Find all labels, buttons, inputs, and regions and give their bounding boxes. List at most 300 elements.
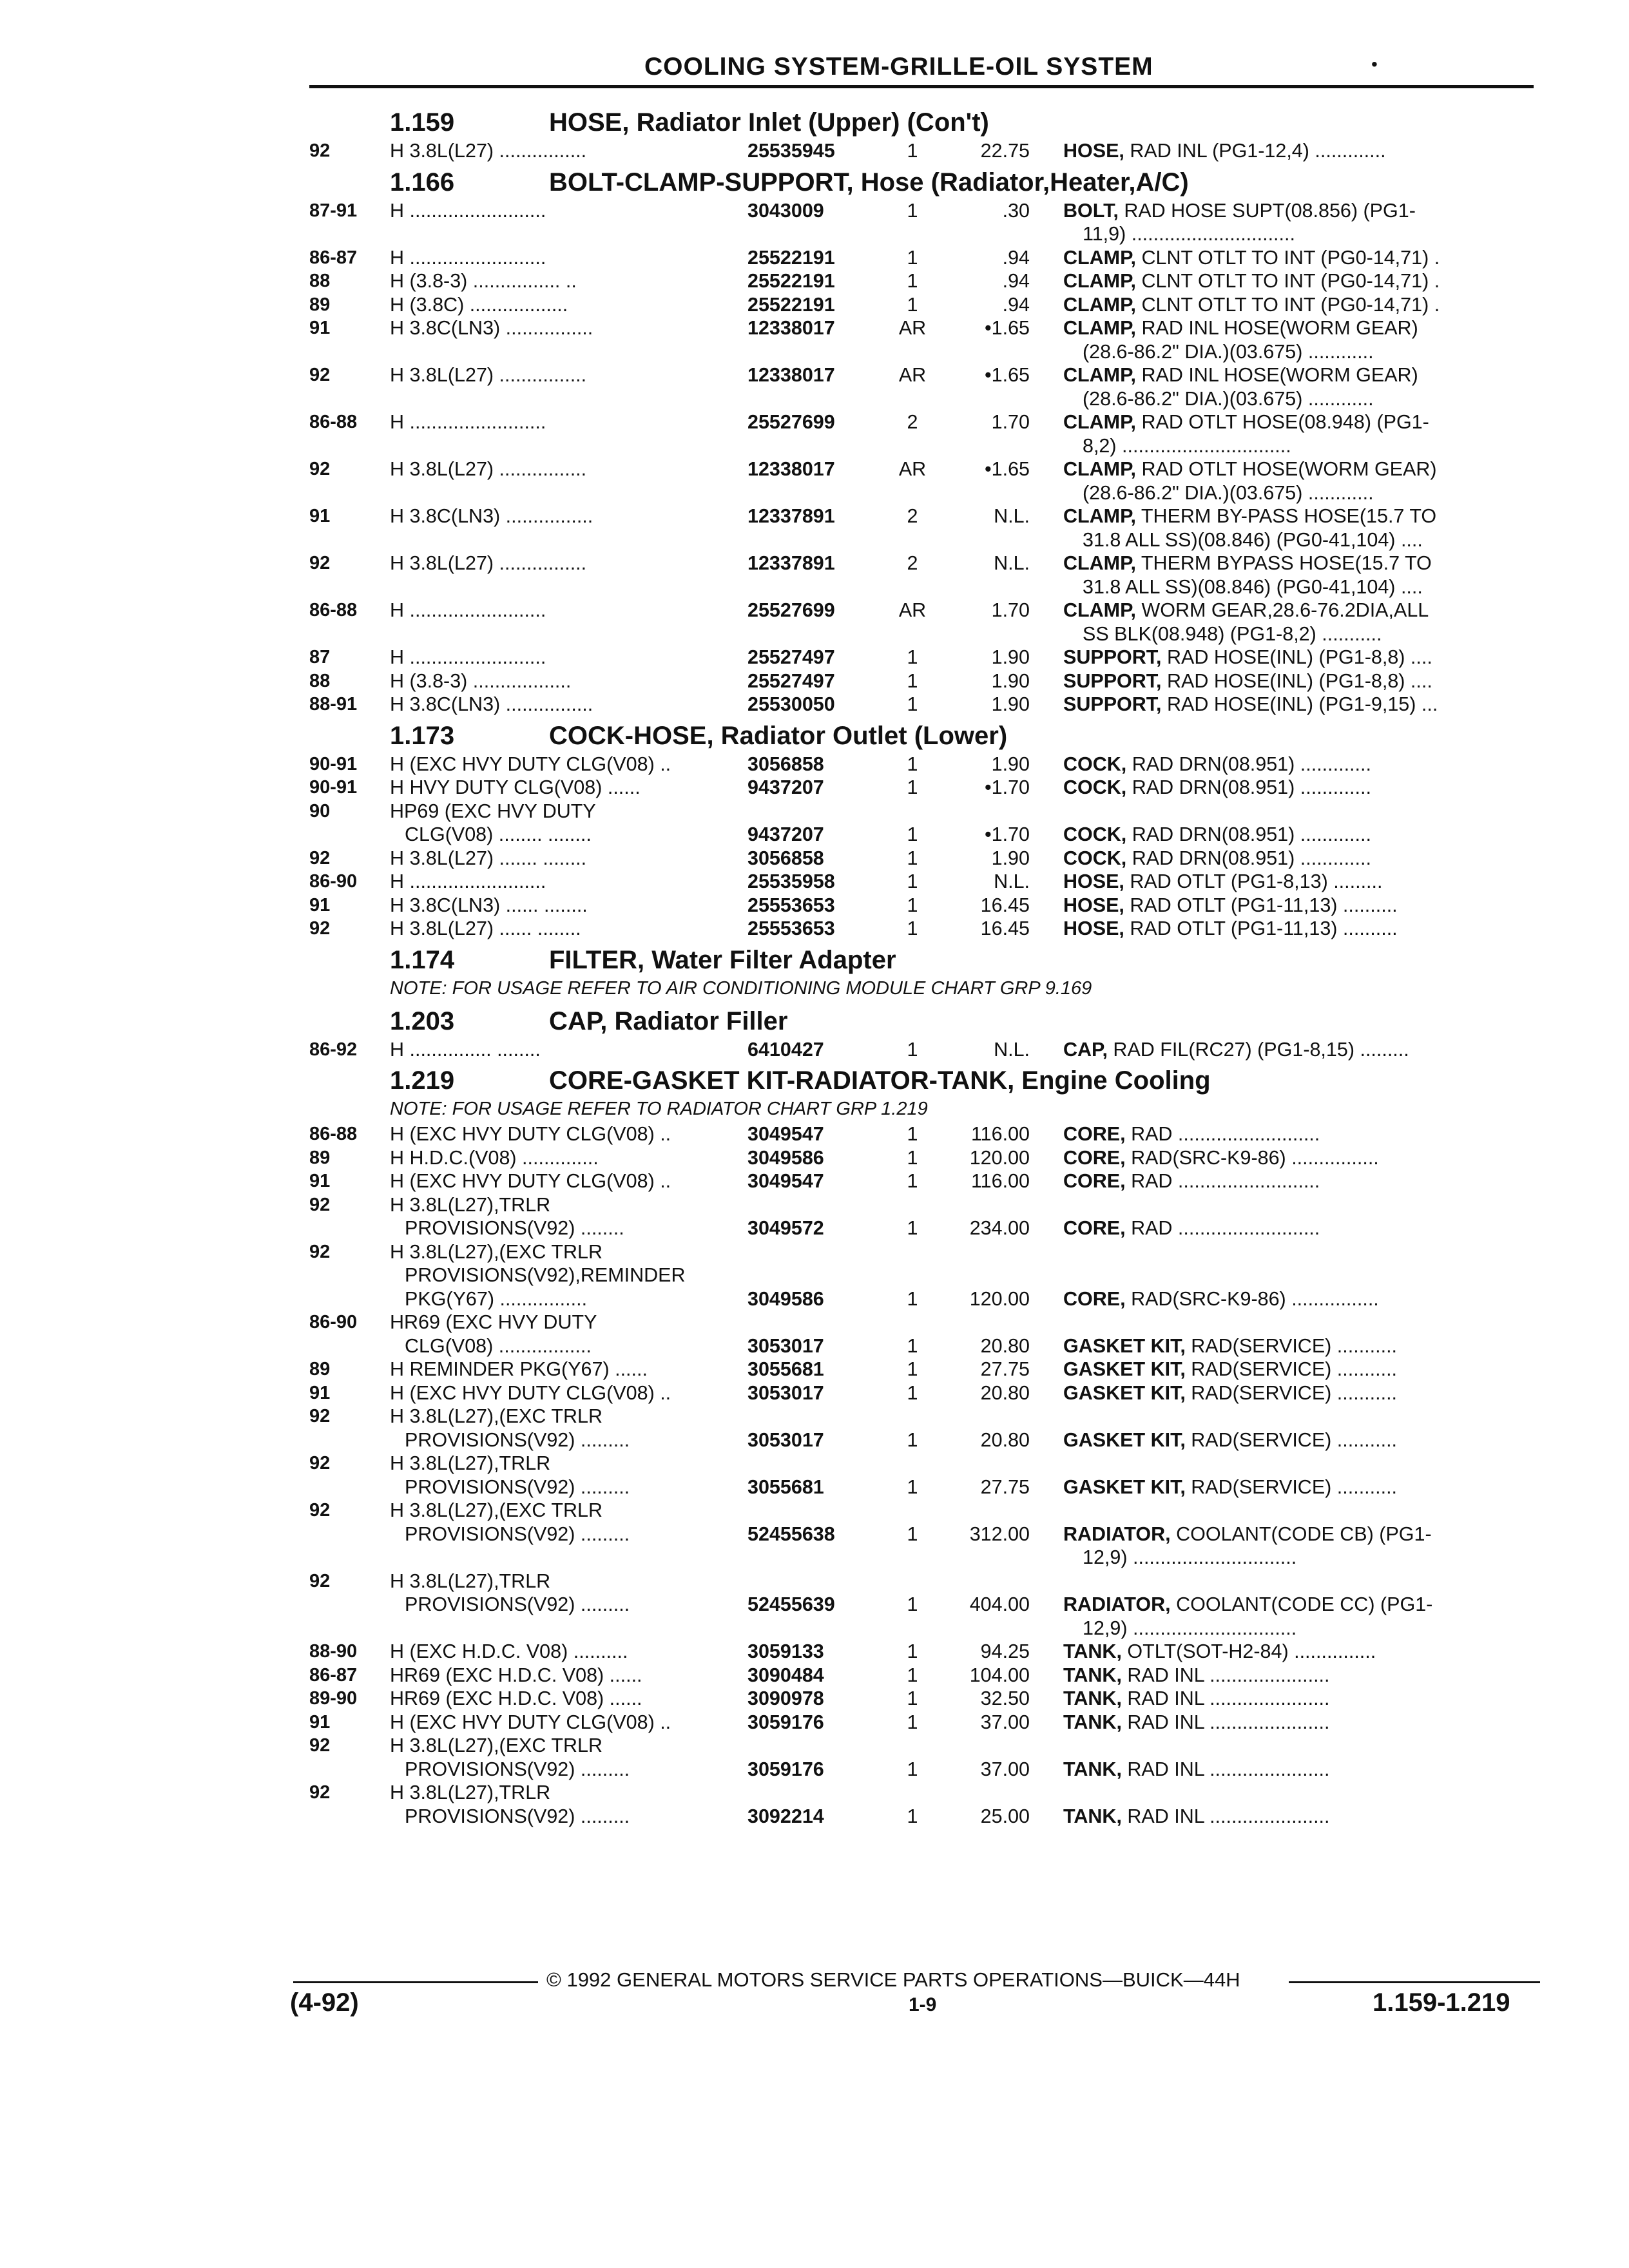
quantity: 1 bbox=[907, 1038, 918, 1061]
description-continuation: SS BLK(08.948) (PG1-8,2) ........... bbox=[1083, 622, 1382, 645]
description-continuation: (28.6-86.2" DIA.)(03.675) ............ bbox=[1083, 387, 1374, 410]
model-application: PROVISIONS(V92),REMINDER bbox=[405, 1264, 686, 1286]
part-detail: OTLT(SOT-H2-84) ............... bbox=[1121, 1640, 1376, 1662]
part-row bbox=[303, 1311, 1547, 1334]
part-detail: RAD OTLT (PG1-11,13) .......... bbox=[1124, 918, 1398, 939]
part-name: TANK, bbox=[1063, 1640, 1122, 1662]
part-row bbox=[303, 1711, 1547, 1735]
list-price: 32.50 bbox=[980, 1687, 1030, 1709]
model-year: 92 bbox=[309, 1735, 331, 1756]
part-detail: RAD DRN(08.951) ............. bbox=[1126, 776, 1371, 798]
part-detail: COOLANT(CODE CC) (PG1- bbox=[1170, 1593, 1433, 1615]
quantity: 1 bbox=[907, 870, 918, 892]
part-detail: RAD INL ...................... bbox=[1121, 1664, 1330, 1686]
usage-note-text: NOTE: FOR USAGE REFER TO AIR CONDITIONING MODULE CHART GRP 9.169 bbox=[390, 977, 1092, 999]
part-description bbox=[1063, 599, 1429, 622]
model-application: H 3.8L(L27),TRLR bbox=[390, 1193, 551, 1216]
quantity: 1 bbox=[907, 1758, 918, 1780]
part-name: CORE, bbox=[1063, 1170, 1126, 1192]
model-year: 88-91 bbox=[309, 694, 358, 715]
quantity: 1 bbox=[907, 1287, 918, 1310]
description-continuation: (28.6-86.2" DIA.)(03.675) ............ bbox=[1083, 340, 1374, 363]
part-name: TANK, bbox=[1063, 1711, 1122, 1733]
part-row bbox=[303, 199, 1547, 223]
part-detail: CLNT OTLT TO INT (PG0-14,71) . bbox=[1135, 270, 1440, 292]
quantity: 1 bbox=[907, 1475, 918, 1498]
part-description bbox=[1063, 753, 1371, 776]
part-row bbox=[303, 410, 1547, 434]
part-row bbox=[303, 1381, 1547, 1405]
part-detail: RAD INL ...................... bbox=[1121, 1758, 1330, 1780]
section-number: 1.219 bbox=[390, 1066, 455, 1095]
part-row-continuation bbox=[303, 481, 1547, 505]
quantity: 1 bbox=[907, 823, 918, 845]
part-name: CLAMP, bbox=[1063, 317, 1136, 339]
list-price: .94 bbox=[1002, 293, 1030, 316]
part-number: 12338017 bbox=[747, 317, 835, 339]
model-year: 90-91 bbox=[309, 777, 358, 798]
part-description bbox=[1063, 646, 1432, 669]
model-application: H ......................... bbox=[390, 870, 546, 892]
part-name: CORE, bbox=[1063, 1123, 1126, 1145]
part-number: 3092214 bbox=[747, 1805, 824, 1827]
quantity: 1 bbox=[907, 1217, 918, 1239]
list-price: •1.65 bbox=[984, 364, 1030, 386]
part-number: 12338017 bbox=[747, 458, 835, 480]
part-number: 9437207 bbox=[747, 823, 824, 845]
part-description bbox=[1063, 293, 1440, 316]
part-number: 3055681 bbox=[747, 1475, 824, 1498]
model-application: H 3.8C(LN3) ................ bbox=[390, 693, 593, 715]
part-number: 3053017 bbox=[747, 1381, 824, 1404]
model-year: 86-88 bbox=[309, 412, 358, 432]
part-row bbox=[303, 316, 1547, 340]
part-name: CLAMP, bbox=[1063, 505, 1136, 527]
quantity: 1 bbox=[907, 847, 918, 869]
part-description bbox=[1063, 894, 1398, 917]
model-year: 88 bbox=[309, 670, 331, 691]
part-row bbox=[303, 505, 1547, 528]
part-row bbox=[303, 1452, 1547, 1475]
model-year: 92 bbox=[309, 1570, 331, 1591]
part-description bbox=[1063, 1640, 1376, 1663]
part-detail: RAD OTLT (PG1-8,13) ......... bbox=[1124, 870, 1383, 892]
quantity: 1 bbox=[907, 1593, 918, 1615]
quantity: 2 bbox=[907, 411, 918, 433]
part-name: RADIATOR, bbox=[1063, 1523, 1171, 1545]
model-application: PROVISIONS(V92) ......... bbox=[405, 1523, 630, 1545]
part-row bbox=[303, 552, 1547, 575]
list-price: 16.45 bbox=[980, 918, 1030, 939]
quantity: 1 bbox=[907, 1123, 918, 1145]
usage-note bbox=[303, 1097, 1547, 1122]
part-row bbox=[303, 1216, 1547, 1240]
quantity: 1 bbox=[907, 753, 918, 775]
part-row bbox=[303, 753, 1547, 776]
description-continuation: 12,9) .............................. bbox=[1083, 1617, 1297, 1639]
part-description bbox=[1063, 316, 1418, 340]
part-number: 3049586 bbox=[747, 1146, 824, 1169]
part-description bbox=[1063, 1805, 1330, 1828]
part-detail: RAD(SERVICE) ........... bbox=[1185, 1475, 1398, 1498]
part-detail: RAD HOSE(INL) (PG1-9,15) ... bbox=[1161, 693, 1438, 715]
quantity: 1 bbox=[907, 1358, 918, 1380]
part-row bbox=[303, 1334, 1547, 1358]
footer-group-range: 1.159-1.219 bbox=[1373, 1988, 1510, 2017]
part-row bbox=[303, 269, 1547, 293]
list-price: 1.70 bbox=[991, 411, 1030, 433]
section-number: 1.173 bbox=[390, 721, 455, 750]
list-price: 27.75 bbox=[980, 1475, 1030, 1498]
model-application: H ......................... bbox=[390, 599, 546, 621]
part-detail: CLNT OTLT TO INT (PG0-14,71) . bbox=[1135, 246, 1440, 269]
list-price: .94 bbox=[1002, 270, 1030, 292]
list-price: 20.80 bbox=[980, 1428, 1030, 1451]
description-continuation: (28.6-86.2" DIA.)(03.675) ............ bbox=[1083, 481, 1374, 504]
quantity: 1 bbox=[907, 1334, 918, 1357]
part-row bbox=[303, 1664, 1547, 1687]
part-description bbox=[1063, 1169, 1320, 1193]
part-detail: RAD DRN(08.951) ............. bbox=[1126, 847, 1371, 869]
part-name: GASKET KIT, bbox=[1063, 1475, 1186, 1498]
part-row bbox=[303, 847, 1547, 870]
model-year: 89 bbox=[309, 1147, 331, 1168]
model-year: 91 bbox=[309, 894, 331, 916]
header-mark: • bbox=[1371, 54, 1378, 74]
description-continuation: 8,2) ............................... bbox=[1083, 434, 1291, 457]
part-detail: RAD INL ...................... bbox=[1121, 1687, 1330, 1709]
model-application: H ......................... bbox=[390, 246, 546, 269]
part-row bbox=[303, 1287, 1547, 1311]
part-description bbox=[1063, 776, 1371, 799]
part-number: 3056858 bbox=[747, 753, 824, 775]
part-row bbox=[303, 1805, 1547, 1829]
part-row bbox=[303, 599, 1547, 622]
part-number: 52455639 bbox=[747, 1593, 835, 1615]
part-name: CLAMP, bbox=[1063, 599, 1136, 621]
part-detail: RAD(SERVICE) ........... bbox=[1185, 1334, 1398, 1357]
footer-copyright: © 1992 GENERAL MOTORS SERVICE PARTS OPERATIONS—BUICK—44H bbox=[546, 1968, 1240, 1991]
part-detail: RAD HOSE(INL) (PG1-8,8) .... bbox=[1161, 646, 1432, 668]
model-application: H 3.8L(L27),(EXC TRLR bbox=[390, 1240, 602, 1263]
model-application: H 3.8C(LN3) ................ bbox=[390, 505, 593, 527]
part-row bbox=[303, 1405, 1547, 1428]
model-year: 91 bbox=[309, 1171, 331, 1191]
part-name: SUPPORT, bbox=[1063, 646, 1162, 668]
model-year: 92 bbox=[309, 918, 331, 939]
list-price: 37.00 bbox=[980, 1758, 1030, 1780]
model-year: 90-91 bbox=[309, 753, 358, 774]
model-application: PROVISIONS(V92) ......... bbox=[405, 1428, 630, 1451]
part-row bbox=[303, 1687, 1547, 1711]
model-year: 86-90 bbox=[309, 1312, 358, 1332]
part-name: TANK, bbox=[1063, 1664, 1122, 1686]
quantity: 1 bbox=[907, 1428, 918, 1451]
part-description bbox=[1063, 139, 1386, 162]
part-description bbox=[1063, 1287, 1379, 1311]
model-year: 88-90 bbox=[309, 1641, 358, 1662]
part-row bbox=[303, 800, 1547, 823]
list-price: 22.75 bbox=[980, 140, 1030, 162]
quantity: 1 bbox=[907, 1381, 918, 1404]
model-application: HR69 (EXC HVY DUTY bbox=[390, 1311, 597, 1333]
part-name: GASKET KIT, bbox=[1063, 1358, 1186, 1380]
model-year: 86-92 bbox=[309, 1039, 358, 1060]
part-description bbox=[1063, 269, 1440, 293]
list-price: 94.25 bbox=[980, 1640, 1030, 1662]
part-detail: RAD INL HOSE(WORM GEAR) bbox=[1135, 317, 1418, 339]
part-detail: THERM BY-PASS HOSE(15.7 TO bbox=[1135, 505, 1437, 527]
model-year: 90 bbox=[309, 800, 331, 822]
model-year: 89 bbox=[309, 294, 331, 315]
model-application: H REMINDER PKG(Y67) ...... bbox=[390, 1358, 648, 1380]
part-description bbox=[1063, 1146, 1379, 1169]
part-number: 6410427 bbox=[747, 1038, 824, 1061]
part-name: COCK, bbox=[1063, 847, 1127, 869]
model-application: H (EXC HVY DUTY CLG(V08) .. bbox=[390, 753, 671, 775]
description-continuation: 12,9) .............................. bbox=[1083, 1546, 1297, 1568]
part-row bbox=[303, 1570, 1547, 1593]
model-application: H 3.8L(L27),TRLR bbox=[390, 1452, 551, 1474]
model-application: H 3.8L(L27),TRLR bbox=[390, 1570, 551, 1592]
model-year: 88 bbox=[309, 271, 331, 291]
model-year: 91 bbox=[309, 506, 331, 526]
usage-note-text: NOTE: FOR USAGE REFER TO RADIATOR CHART GRP 1.219 bbox=[390, 1099, 928, 1119]
model-application: HR69 (EXC H.D.C. V08) ...... bbox=[390, 1664, 642, 1686]
part-detail: RAD .......................... bbox=[1125, 1170, 1320, 1192]
parts-listing bbox=[303, 103, 1547, 1828]
part-number: 3090484 bbox=[747, 1664, 824, 1686]
quantity: 1 bbox=[907, 1664, 918, 1686]
part-row bbox=[303, 669, 1547, 693]
part-number: 25553653 bbox=[747, 918, 835, 939]
part-number: 25553653 bbox=[747, 894, 835, 916]
quantity: 1 bbox=[907, 918, 918, 939]
list-price: .30 bbox=[1002, 199, 1030, 222]
model-application: H (EXC HVY DUTY CLG(V08) .. bbox=[390, 1381, 671, 1404]
part-description bbox=[1063, 457, 1437, 481]
part-description bbox=[1063, 1758, 1330, 1781]
section-heading bbox=[303, 163, 1547, 199]
quantity: AR bbox=[898, 458, 927, 480]
part-detail: RAD(SERVICE) ........... bbox=[1185, 1358, 1398, 1380]
part-name: COCK, bbox=[1063, 776, 1127, 798]
model-year: 92 bbox=[309, 1194, 331, 1215]
part-name: HOSE, bbox=[1063, 894, 1124, 916]
model-application: H (EXC HVY DUTY CLG(V08) .. bbox=[390, 1170, 671, 1192]
part-number: 25527497 bbox=[747, 669, 835, 692]
section-title: COCK-HOSE, Radiator Outlet (Lower) bbox=[549, 721, 1008, 750]
part-row bbox=[303, 457, 1547, 481]
quantity: 1 bbox=[907, 1170, 918, 1192]
model-application: H (3.8C) .................. bbox=[390, 293, 568, 316]
model-year: 89 bbox=[309, 1359, 331, 1379]
part-description bbox=[1063, 1428, 1397, 1452]
quantity: 1 bbox=[907, 669, 918, 692]
part-number: 25527497 bbox=[747, 646, 835, 668]
part-name: CLAMP, bbox=[1063, 364, 1136, 386]
part-row bbox=[303, 1593, 1547, 1617]
model-year: 91 bbox=[309, 1711, 331, 1733]
part-name: CORE, bbox=[1063, 1217, 1126, 1239]
model-application: H (EXC HVY DUTY CLG(V08) .. bbox=[390, 1711, 671, 1733]
list-price: 25.00 bbox=[980, 1805, 1030, 1827]
model-application: H 3.8L(L27) ................ bbox=[390, 364, 587, 386]
footer-rule-right bbox=[1289, 1981, 1540, 1983]
part-number: 52455638 bbox=[747, 1523, 835, 1545]
part-number: 3059133 bbox=[747, 1640, 824, 1662]
part-row bbox=[303, 1193, 1547, 1217]
part-description bbox=[1063, 1711, 1330, 1734]
part-number: 3059176 bbox=[747, 1711, 824, 1733]
quantity: 1 bbox=[907, 1146, 918, 1169]
model-year: 92 bbox=[309, 847, 331, 869]
model-application: PROVISIONS(V92) ......... bbox=[405, 1805, 630, 1827]
part-description bbox=[1063, 1475, 1397, 1499]
model-application: H 3.8L(L27) ................ bbox=[390, 140, 587, 162]
part-description bbox=[1063, 917, 1398, 940]
model-year: 86-90 bbox=[309, 871, 358, 892]
part-description bbox=[1063, 1334, 1397, 1358]
part-description bbox=[1063, 363, 1418, 387]
part-number: 25522191 bbox=[747, 270, 835, 292]
model-year: 92 bbox=[309, 1453, 331, 1474]
model-year: 92 bbox=[309, 140, 331, 161]
model-application: H ......................... bbox=[390, 199, 546, 222]
part-name: CLAMP, bbox=[1063, 293, 1136, 316]
part-number: 3055681 bbox=[747, 1358, 824, 1380]
page-number: 1-9 bbox=[909, 1994, 937, 2015]
quantity: 1 bbox=[907, 246, 918, 269]
part-name: COCK, bbox=[1063, 753, 1127, 775]
part-row-continuation bbox=[303, 387, 1547, 411]
part-row bbox=[303, 363, 1547, 387]
quantity: 1 bbox=[907, 293, 918, 316]
quantity: 1 bbox=[907, 894, 918, 916]
model-application: H 3.8L(L27),(EXC TRLR bbox=[390, 1405, 602, 1427]
part-number: 25530050 bbox=[747, 693, 835, 715]
quantity: 1 bbox=[907, 1640, 918, 1662]
part-detail: RAD HOSE SUPT(08.856) (PG1- bbox=[1118, 199, 1416, 222]
part-row-continuation bbox=[303, 434, 1547, 458]
section-number: 1.166 bbox=[390, 168, 455, 197]
model-application: H H.D.C.(V08) .............. bbox=[390, 1146, 599, 1169]
model-year: 92 bbox=[309, 459, 331, 479]
quantity: 1 bbox=[907, 199, 918, 222]
model-application: PROVISIONS(V92) ......... bbox=[405, 1758, 630, 1780]
part-number: 3090978 bbox=[747, 1687, 824, 1709]
section-title: CAP, Radiator Filler bbox=[549, 1006, 788, 1035]
part-description bbox=[1063, 847, 1371, 870]
part-name: BOLT, bbox=[1063, 199, 1119, 222]
part-row bbox=[303, 1475, 1547, 1499]
usage-note bbox=[303, 977, 1547, 1002]
part-description bbox=[1063, 1381, 1397, 1405]
list-price: 116.00 bbox=[970, 1123, 1030, 1145]
part-description bbox=[1063, 199, 1416, 222]
part-row-continuation bbox=[303, 340, 1547, 364]
model-application: HP69 (EXC HVY DUTY bbox=[390, 800, 596, 822]
part-name: CLAMP, bbox=[1063, 270, 1136, 292]
model-application: PROVISIONS(V92) ........ bbox=[405, 1217, 624, 1239]
part-row-continuation bbox=[303, 1617, 1547, 1640]
list-price: •1.70 bbox=[984, 823, 1030, 845]
part-detail: RAD .......................... bbox=[1125, 1217, 1320, 1239]
model-year: 86-87 bbox=[309, 247, 358, 268]
part-description bbox=[1063, 1664, 1330, 1687]
part-number: 3059176 bbox=[747, 1758, 824, 1780]
part-row bbox=[303, 246, 1547, 270]
model-year: 86-88 bbox=[309, 600, 358, 620]
part-row bbox=[303, 823, 1547, 847]
model-application: CLG(V08) ................. bbox=[405, 1334, 592, 1357]
part-description bbox=[1063, 1038, 1409, 1061]
model-application: H ......................... bbox=[390, 646, 546, 668]
part-row bbox=[303, 1523, 1547, 1546]
list-price: N.L. bbox=[994, 870, 1030, 892]
part-description bbox=[1063, 1216, 1320, 1240]
part-description bbox=[1063, 1687, 1330, 1710]
model-application: PROVISIONS(V92) ......... bbox=[405, 1475, 630, 1498]
part-row bbox=[303, 1640, 1547, 1664]
model-year: 91 bbox=[309, 1382, 331, 1403]
model-year: 91 bbox=[309, 318, 331, 338]
model-year: 92 bbox=[309, 1241, 331, 1262]
part-description bbox=[1063, 1358, 1397, 1381]
list-price: •1.70 bbox=[984, 776, 1030, 798]
part-detail: RAD INL ...................... bbox=[1121, 1711, 1330, 1733]
part-name: HOSE, bbox=[1063, 140, 1124, 162]
quantity: 2 bbox=[907, 505, 918, 527]
header-rule bbox=[309, 85, 1534, 88]
part-number: 3043009 bbox=[747, 199, 824, 222]
part-detail: RAD(SRC-K9-86) ................ bbox=[1125, 1287, 1379, 1310]
part-number: 12337891 bbox=[747, 552, 835, 574]
part-detail: THERM BYPASS HOSE(15.7 TO bbox=[1135, 552, 1432, 574]
model-application: CLG(V08) ........ ........ bbox=[405, 823, 592, 845]
part-detail: RAD(SERVICE) ........... bbox=[1185, 1428, 1398, 1451]
list-price: 1.90 bbox=[991, 693, 1030, 715]
list-price: 404.00 bbox=[969, 1593, 1030, 1615]
list-price: 20.80 bbox=[980, 1381, 1030, 1404]
list-price: 116.00 bbox=[970, 1170, 1030, 1192]
list-price: 27.75 bbox=[980, 1358, 1030, 1380]
part-number: 25535945 bbox=[747, 140, 835, 162]
part-detail: WORM GEAR,28.6-76.2DIA,ALL bbox=[1135, 599, 1429, 621]
section-number: 1.159 bbox=[390, 108, 455, 137]
section-heading bbox=[303, 103, 1547, 139]
part-row bbox=[303, 870, 1547, 894]
part-name: GASKET KIT, bbox=[1063, 1381, 1186, 1404]
model-application: H 3.8L(L27) ...... ........ bbox=[390, 918, 581, 939]
section-heading bbox=[303, 716, 1547, 753]
section-number: 1.174 bbox=[390, 945, 455, 974]
part-number: 25527699 bbox=[747, 411, 835, 433]
part-name: GASKET KIT, bbox=[1063, 1428, 1186, 1451]
section-title: FILTER, Water Filter Adapter bbox=[549, 945, 896, 974]
part-number: 25522191 bbox=[747, 246, 835, 269]
model-application: H 3.8C(LN3) ................ bbox=[390, 317, 593, 339]
part-name: CLAMP, bbox=[1063, 458, 1136, 480]
model-year: 92 bbox=[309, 1782, 331, 1803]
part-name: CLAMP, bbox=[1063, 246, 1136, 269]
part-row bbox=[303, 917, 1547, 941]
part-description bbox=[1063, 410, 1429, 434]
part-description bbox=[1063, 505, 1436, 528]
quantity: 1 bbox=[907, 693, 918, 715]
part-detail: RAD INL (PG1-12,4) ............. bbox=[1124, 140, 1386, 162]
list-price: N.L. bbox=[994, 552, 1030, 574]
